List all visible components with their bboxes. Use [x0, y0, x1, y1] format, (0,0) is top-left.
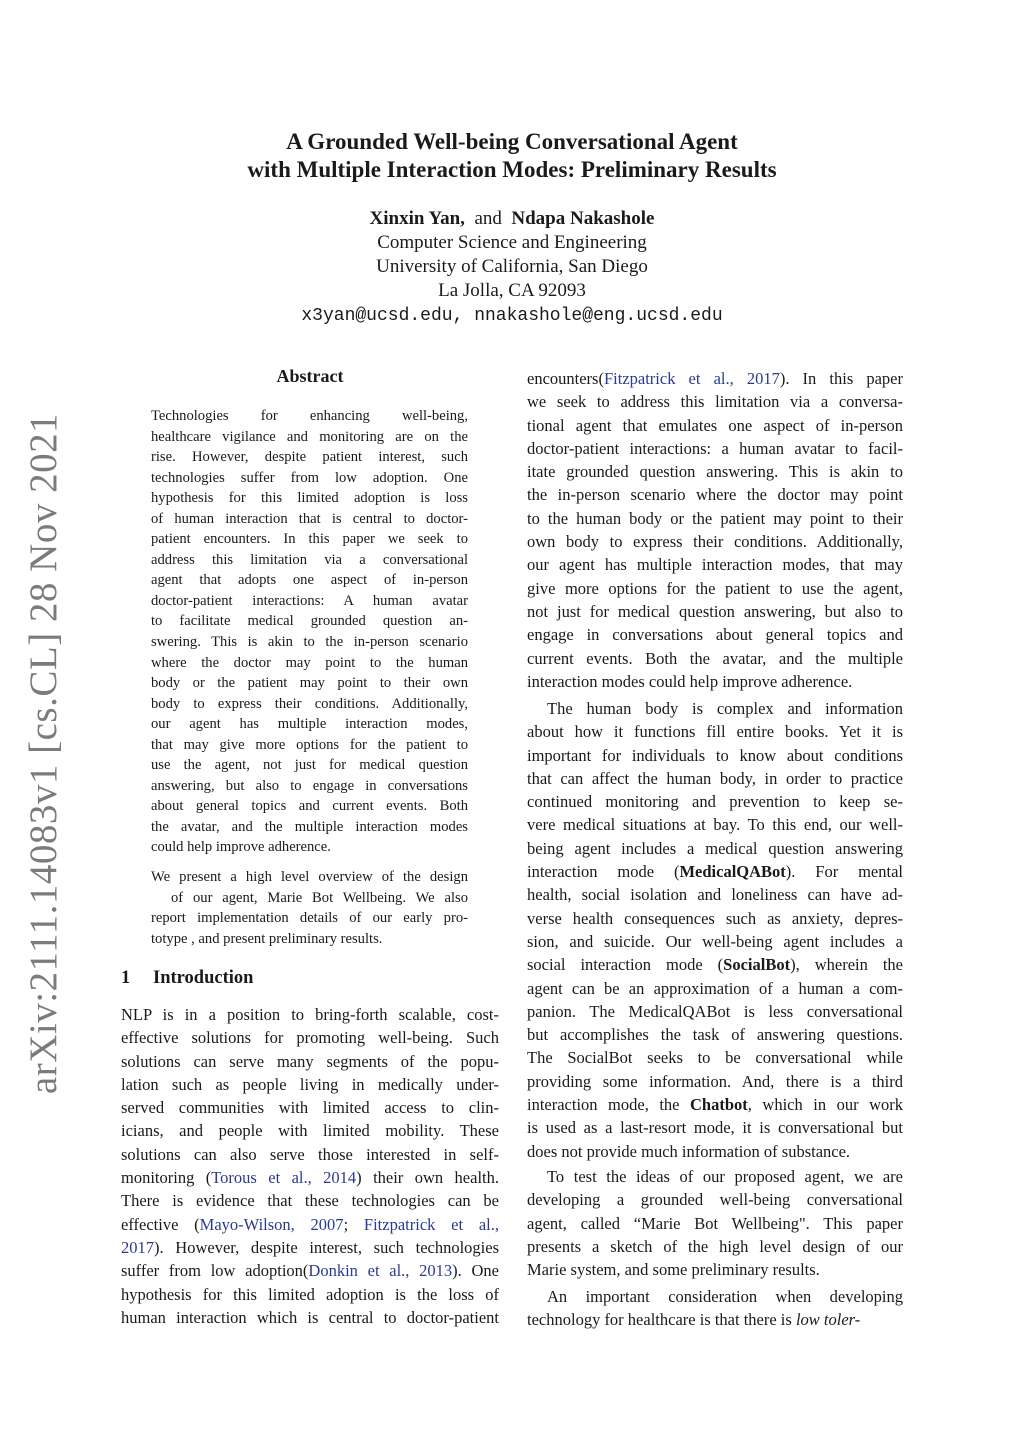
body-line [527, 367, 903, 390]
abstract-line: rise. However, despite patient interest, such [151, 449, 468, 466]
body-line: doctor-patient interactions: a human avatar to facil- [527, 438, 903, 458]
text-run: ). In this paper [779, 369, 903, 388]
body-line: presents a sketch of the high level design of our [527, 1236, 903, 1256]
body-line: vere medical situations at bay. To this end, our well- [527, 815, 903, 835]
body-line: There is evidence that these technologies can be [121, 1191, 499, 1211]
abstract-heading: Abstract [276, 366, 344, 386]
body-line [121, 1259, 499, 1282]
body-line: tional agent that emulates one aspect of in-person [527, 415, 903, 435]
abstract-line: body or the patient may point to their own [151, 675, 468, 692]
citation-link-donkin[interactable]: Donkin et al., 2013 [308, 1261, 453, 1281]
abstract-line: doctor-patient interactions: A human avatar [151, 592, 468, 609]
body-line: agent can be an approximation of a human a com- [527, 978, 903, 998]
mode-name-medicalqabot: MedicalQABot [679, 862, 786, 882]
body-line: current events. Both the avatar, and the multiple [527, 648, 903, 668]
body-line: does not provide much information of substance. [527, 1141, 851, 1161]
abstract-line: Technologies for enhancing well-being, [151, 408, 468, 424]
author-emails: x3yan@ucsd.edu, nnakashole@eng.ucsd.edu [301, 306, 723, 326]
body-line: The SocialBot seeks to be conversational while [527, 1048, 903, 1068]
text-run: interaction mode ( [527, 862, 680, 882]
abstract-line: of human interaction that is central to doctor- [151, 510, 468, 527]
citation-link-fitzpatrick-2017[interactable]: Fitzpatrick et al., 2017 [603, 369, 780, 388]
body-line: engage in conversations about general topics and [527, 625, 903, 645]
abstract-line: about general topics and current events. Both [151, 798, 468, 815]
text-run: ). One [452, 1261, 500, 1281]
abstract-line: technologies suffer from low adoption. One [151, 469, 468, 486]
abstract-line: to facilitate medical grounded question an- [151, 613, 468, 630]
abstract-line: could help improve adherence. [151, 839, 331, 856]
author-and: and [474, 208, 502, 229]
text-run: ). For mental [785, 862, 903, 882]
body-line [121, 1166, 499, 1189]
section-title: Introduction [153, 968, 254, 988]
body-line: human interaction which is central to doctor-patient [121, 1307, 499, 1327]
body-line: about how it functions fill entire books. Yet it is [527, 722, 903, 742]
abstract-line: body to express their conditions. Additionally, [151, 695, 468, 712]
abstract-line: address this limitation via a conversational [151, 551, 468, 568]
text-run: suffer from low adoption( [121, 1261, 309, 1281]
introduction-right-paragraph-4 [527, 1285, 903, 1332]
body-line: that can affect the human body, in order to practice [527, 768, 903, 788]
body-line: our agent has multiple interaction modes, that may [527, 555, 903, 575]
body-line: but accomplishes the task of answering questions. [527, 1025, 903, 1045]
abstract-line: the avatar, and the multiple interaction modes [151, 818, 468, 835]
abstract-line: where the doctor may point to the human [151, 654, 468, 671]
body-line: icians, and people with limited mobility. These [121, 1121, 499, 1141]
section-number: 1 [121, 968, 131, 988]
abstract-line: of our agent, Marie Bot Wellbeing. We also [171, 889, 468, 906]
text-run: effective ( [121, 1214, 200, 1234]
body-line: sion, and suicide. Our well-being agent includes a [527, 931, 903, 951]
abstract-line: patient encounters. In this paper we seek to [151, 531, 468, 548]
body-line: being agent includes a medical question answering [527, 838, 903, 858]
body-line: health, social isolation and loneliness can have ad- [527, 885, 903, 905]
body-line: is used as a last-resort mode, it is conversational but [527, 1118, 903, 1138]
introduction-right-paragraph-2 [527, 697, 903, 1163]
author-1: Xinxin Yan, [369, 208, 465, 229]
body-line: panion. The MedicalQABot is less conversational [527, 1001, 903, 1021]
abstract-line: swering. This is akin to the in-person scenario [151, 634, 468, 651]
body-line: agent, called “Marie Bot Wellbeing". This paper [527, 1213, 903, 1233]
citation-link-torous[interactable]: Torous et al., 2014 [211, 1168, 357, 1188]
abstract-line: our agent has multiple interaction modes, [151, 716, 468, 733]
body-line: lation such as people living in medically under- [121, 1074, 499, 1094]
affiliation-dept: Computer Science and Engineering [377, 232, 647, 253]
abstract-line: hypothesis for this limited adoption is loss [151, 490, 468, 507]
text-run: ), wherein the [790, 955, 903, 975]
body-line: we seek to address this limitation via a conversa- [527, 392, 903, 412]
body-line: effective solutions for promoting well-being. Such [121, 1028, 499, 1048]
arxiv-id-text: arXiv:2111.14083v1 [cs.CL] 28 Nov 2021 [22, 412, 66, 1094]
body-line [527, 953, 903, 976]
abstract-line: We present a high level overview of the design [151, 869, 468, 885]
body-line: To test the ideas of our proposed agent, we are [547, 1167, 903, 1186]
introduction-right-paragraph-1 [527, 367, 903, 693]
body-line: to the human body or the patient may point to their [527, 508, 903, 528]
abstract-line: agent that adopts one aspect of in-person [151, 572, 468, 589]
mode-name-chatbot: Chatbot [690, 1095, 748, 1115]
body-line [121, 1236, 499, 1259]
abstract-line: healthcare vigilance and monitoring are on the [151, 428, 468, 445]
title-line-1: A Grounded Well-being Conversational Agent [286, 129, 738, 154]
body-line [121, 1213, 499, 1236]
body-line: An important consideration when developing [547, 1287, 903, 1306]
citation-link-fitzpatrick-year[interactable]: 2017 [121, 1237, 154, 1257]
abstract-line: report implementation details of our early pro- [151, 910, 468, 927]
body-line: own body to express their conditions. Additionally, [527, 532, 903, 552]
abstract-line: totype , and present preliminary results. [151, 930, 383, 947]
body-line: served communities with limited access to clin- [121, 1098, 499, 1118]
body-line: not just for medical question answering, but also to [527, 601, 903, 621]
body-line: Marie system, and some preliminary results. [527, 1260, 820, 1280]
text-run: monitoring ( [121, 1168, 212, 1188]
text-run: ) their own health. [356, 1168, 499, 1188]
text-run: encounters( [527, 369, 604, 388]
text-run: ; [343, 1214, 364, 1234]
author-2: Ndapa Nakashole [511, 208, 655, 229]
body-line [527, 1093, 903, 1116]
body-line: solutions can serve many segments of the popu- [121, 1051, 499, 1071]
section-heading-introduction [121, 968, 253, 989]
text-run: technology for healthcare is that there is [527, 1310, 796, 1330]
body-line: continued monitoring and prevention to keep se- [527, 792, 903, 812]
introduction-right-paragraph-3 [527, 1165, 903, 1281]
body-line: providing some information. And, there is a third [527, 1071, 903, 1091]
abstract-paragraph-1 [151, 406, 468, 858]
body-line: developing a grounded well-being conversational [527, 1190, 903, 1210]
introduction-left-column [121, 1003, 499, 1329]
text-run: , which in our work [747, 1095, 903, 1115]
body-line: solutions can also serve those interested in self- [121, 1144, 499, 1164]
abstract-line: answering, but also to engage in conversations [151, 777, 468, 794]
body-line: verse health consequences such as anxiety, depres- [527, 908, 903, 928]
body-line: the in-person scenario where the doctor may point [527, 485, 903, 505]
citation-link-mayo-wilson[interactable]: Mayo-Wilson, 2007 [199, 1214, 344, 1234]
affiliation-city: La Jolla, CA 92093 [438, 280, 586, 301]
text-run: social interaction mode ( [527, 955, 724, 975]
italic-run: low toler- [795, 1310, 861, 1330]
body-line: itate grounded question answering. This is akin to [527, 462, 903, 482]
paper-title [0, 128, 1024, 184]
abstract-line: use the agent, not just for medical question [151, 757, 468, 774]
abstract-line: that may give more options for the patient to [151, 736, 468, 753]
arxiv-identifier [22, 412, 66, 1094]
abstract-paragraph-2 [151, 867, 468, 949]
citation-link-fitzpatrick[interactable]: Fitzpatrick et al., [363, 1214, 499, 1234]
affiliation-univ: University of California, San Diego [376, 256, 648, 277]
body-line: hypothesis for this limited adoption is the loss of [121, 1284, 499, 1304]
body-line [527, 860, 903, 883]
body-line: interaction modes could help improve adherence. [527, 671, 853, 691]
body-line: The human body is complex and information [547, 699, 903, 718]
body-line: give more options for the patient to use the agent, [527, 578, 903, 598]
body-line: important for individuals to know about conditions [527, 745, 903, 765]
text-run: interaction mode, the [527, 1095, 691, 1115]
mode-name-socialbot: SocialBot [723, 955, 791, 975]
body-line [527, 1308, 903, 1331]
author-names [0, 207, 1024, 231]
title-line-2: with Multiple Interaction Modes: Preliminary Results [247, 157, 777, 182]
text-run: ). However, despite interest, such technologies [154, 1237, 499, 1257]
author-block [0, 207, 1024, 329]
body-line: NLP is in a position to bring-forth scalable, cost- [121, 1005, 499, 1024]
